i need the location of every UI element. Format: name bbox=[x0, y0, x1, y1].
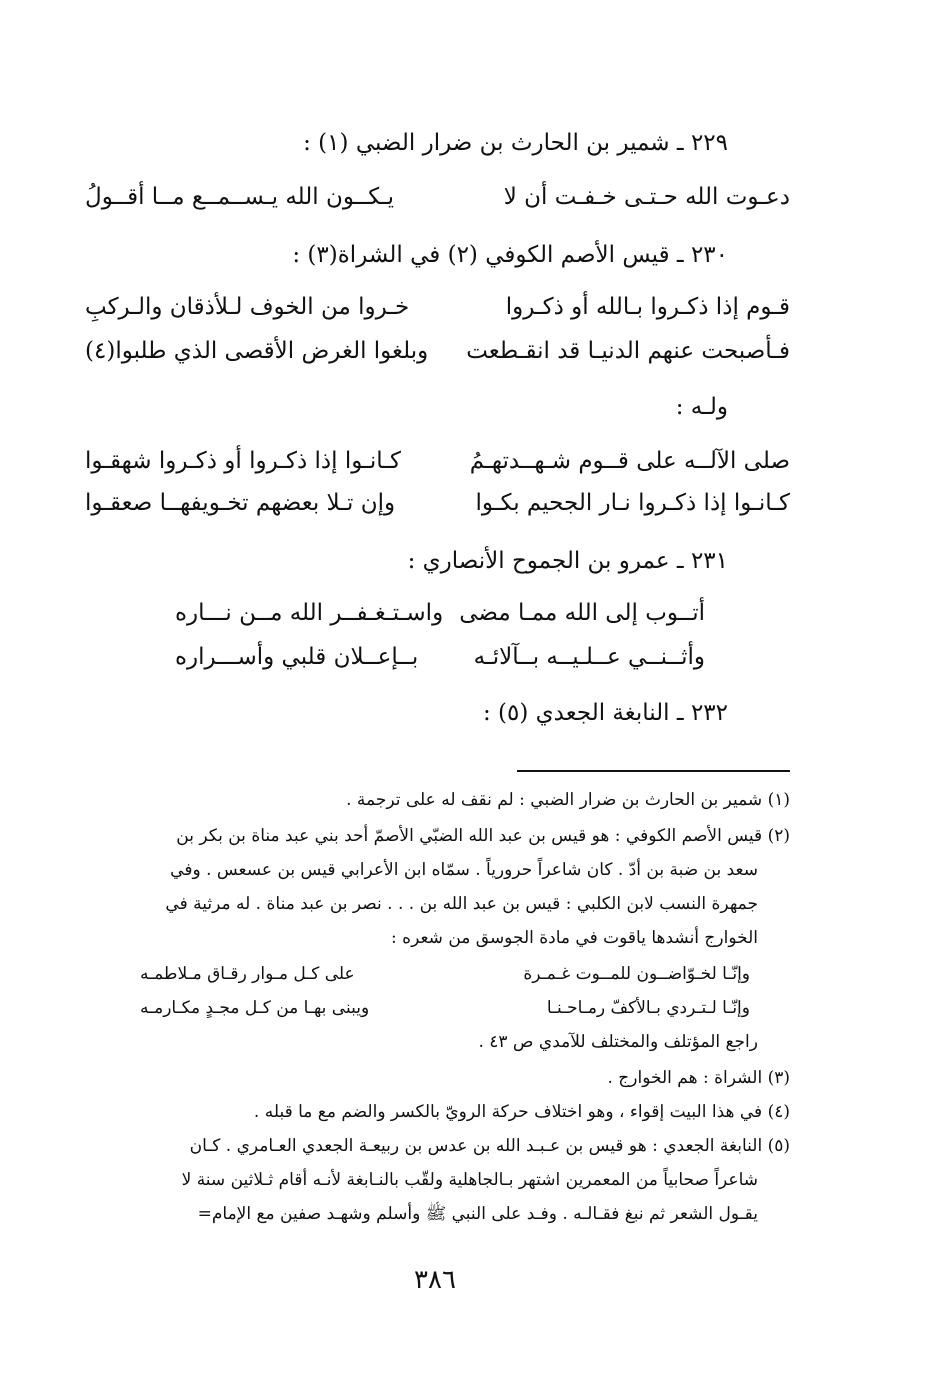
verse-230-2 bbox=[85, 334, 790, 368]
verse-right-hemistich: وأثــنــي عــلـيــه بــآلائـه bbox=[473, 644, 705, 670]
entry-heading-230: ٢٣٠ ـ قيس الأصم الكوفي (٢) في الشراة(٣) : bbox=[292, 242, 728, 268]
verse-left-hemistich: يـكــون الله يـســمــع مــا أقــولُ bbox=[85, 184, 395, 210]
verse-left-hemistich: واسـتـغـفــر الله مــن نـــاره bbox=[175, 600, 444, 626]
verse-229-1 bbox=[85, 180, 790, 214]
verse-left-hemistich: وإن تـلا بعضهم تخـويفهــا صعقـوا bbox=[85, 490, 396, 516]
page-number: ٣٨٦ bbox=[414, 1265, 456, 1295]
verse-left-hemistich: وبلغوا الغرض الأقصى الذي طلبوا(٤) bbox=[85, 338, 429, 364]
verse-right-hemistich: أتــوب إلى الله ممـا مضى bbox=[459, 600, 705, 626]
footnote-2-reference: راجع المؤتلف والمختلف للآمدي ص ٤٣ . bbox=[478, 1032, 758, 1052]
footnote-5-line-3: يقـول الشعر ثم نبغ فقـالـه . وفـد على النبي ﷺ وأسلم وشهـد صفين مع الإمام= bbox=[197, 1204, 758, 1224]
verse-left-hemistich: على كـل مـوار رقـاق مـلاطمـه bbox=[140, 964, 355, 984]
sub-heading-lahu: ولـه : bbox=[675, 394, 728, 420]
verse-right-hemistich: قـوم إذا ذكـروا بـالله أو ذكـروا bbox=[505, 294, 790, 320]
verse-left-hemistich: خـروا من الخوف لـلأذقان والـركبِ bbox=[85, 294, 410, 320]
verse-left-hemistich: كـانـوا إذا ذكـروا أو ذكـروا شهقـوا bbox=[85, 448, 401, 474]
footnote-divider bbox=[517, 770, 790, 772]
footnote-5-line-1: (٥) النابغة الجعدي : هو قيس بن عـبـد الله بن عدس بن ربيعـة الجعدي العـامري . كـان bbox=[189, 1136, 790, 1156]
footnote-2-line-4: الخوارج أنشدها ياقوت في مادة الجوسق من شعره : bbox=[391, 928, 758, 948]
footnote-2-verse-2 bbox=[140, 994, 750, 1022]
verse-230-4 bbox=[85, 486, 790, 520]
entry-heading-229: ٢٢٩ ـ شمير بن الحارث بن ضرار الضبي (١) : bbox=[303, 130, 728, 156]
verse-right-hemistich: فـأصبحت عنهم الدنيـا قد انقـطعت bbox=[466, 338, 790, 364]
verse-231-2 bbox=[175, 640, 705, 674]
verse-right-hemistich: دعـوت الله حـتـى خـفـت أن لا bbox=[503, 184, 790, 210]
footnote-4: (٤) في هذا البيت إقواء ، وهو اختلاف حركة الرويّ بالكسر والضم مع ما قبله . bbox=[253, 1102, 790, 1122]
footnote-1: (١) شمير بن الحارث بن ضرار الضبي : لم نقف له على ترجمة . bbox=[346, 790, 790, 810]
verse-230-3 bbox=[85, 444, 790, 478]
verse-230-1 bbox=[85, 290, 790, 324]
verse-right-hemistich: صلى الآلــه على قــوم شـهــدتهـمُ bbox=[469, 448, 790, 474]
verse-left-hemistich: ويبنى بهـا من كـل مجـدٍ مكـارمـه bbox=[140, 998, 370, 1018]
verse-231-1 bbox=[175, 596, 705, 630]
footnote-3: (٣) الشراة : هم الخوارج . bbox=[607, 1068, 790, 1088]
verse-left-hemistich: بــإعــلان قلبي وأســـراره bbox=[175, 644, 419, 670]
verse-right-hemistich: وإنّـا لخـوّاضــون للمــوت غـمـرة bbox=[523, 964, 750, 984]
footnote-2-line-3: جمهرة النسب لابن الكلبي : قيس بن عبد الله بن . . . نصر بن عبد مناة . له مرثية في bbox=[165, 894, 758, 914]
verse-right-hemistich: كـانـوا إذا ذكـروا نـار الجحيم بكـوا bbox=[475, 490, 790, 516]
footnote-2-line-1: (٢) قيس الأصم الكوفي : هو قيس بن عبد الله الضبّي الأصمّ أحد بني عبد مناة بن بكر بن bbox=[176, 826, 790, 846]
entry-heading-231: ٢٣١ ـ عمرو بن الجموح الأنصاري : bbox=[407, 548, 728, 574]
verse-right-hemistich: وإنّـا لـتـردي بـالأكفّ رمـاحـنـا bbox=[546, 998, 750, 1018]
footnote-2-line-2: سعد بن ضبة بن أدّ . كان شاعراً حرورياً . سمّاه ابن الأعرابي قيس بن عسعس . وفي bbox=[170, 860, 758, 880]
entry-heading-232: ٢٣٢ ـ النابغة الجعدي (٥) : bbox=[482, 700, 728, 726]
footnote-2-verse-1 bbox=[140, 960, 750, 988]
footnote-5-line-2: شاعراً صحابياً من المعمرين اشتهر بـالجاهلية ولقّب بالنـابغة لأنـه أقام ثـلاثين سنة لا bbox=[181, 1170, 758, 1190]
